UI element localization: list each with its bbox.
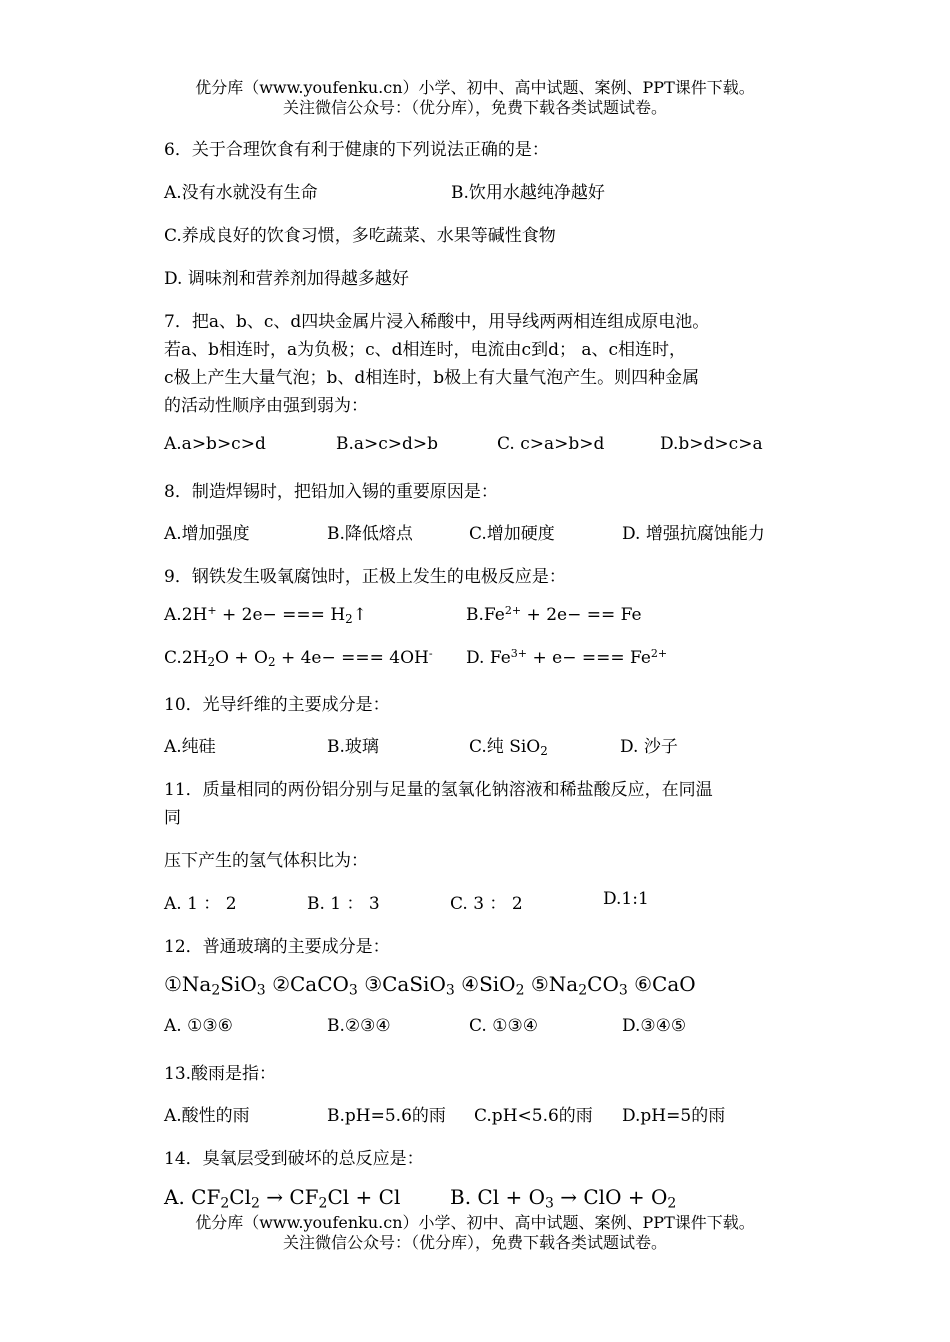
question-6-stem: 6．关于合理饮食有利于健康的下列说法正确的是： (164, 140, 549, 160)
q9-d-sup-2: 2+ (650, 646, 668, 660)
q14-a-text-3: → CF (259, 1185, 319, 1209)
q12-item-4-sub: 2 (515, 982, 525, 999)
question-11-line-1: 11．质量相同的两份铝分别与足量的氢氧化钠溶液和稀盐酸反应，在同温 (164, 780, 713, 800)
question-7-line-3: c极上产生大量气泡；b、d相连时，b极上有大量气泡产生。则四种金属 (164, 368, 700, 388)
question-14-stem: 14．臭氧层受到破坏的总反应是： (164, 1149, 424, 1169)
q9-c-sub-1: 2 (207, 654, 216, 669)
q11-option-c: C. 3 ： 2 (450, 894, 523, 914)
q14-a-sub-2: 2 (250, 1195, 260, 1212)
q9-a-sub-1: 2 (345, 611, 353, 626)
q9-d-prefix: D. (466, 648, 485, 668)
header-line-2: 关注微信公众号：（优分库），免费下载各类试题试卷。 (282, 98, 667, 117)
q14-a-text-4: Cl + Cl (327, 1185, 401, 1209)
q6-option-b: B.饮用水越纯净越好 (451, 183, 605, 203)
q12-item-5-text-2: CO (587, 972, 619, 996)
q8-option-a: A.增加强度 (164, 524, 250, 544)
q14-b-sub-1: 3 (544, 1195, 554, 1212)
q14-a-sub-1: 2 (220, 1195, 230, 1212)
q9-a-text-3: ↑ (352, 605, 367, 625)
q12-option-c: C. ①③④ (469, 1016, 538, 1036)
q12-item-1: ①Na (164, 972, 212, 996)
q14-b-text-1: B. Cl + O (450, 1185, 545, 1209)
q9-d-text-1: Fe (489, 648, 511, 668)
q13-option-c: C.pH<5.6的雨 (474, 1106, 593, 1126)
q12-item-4: ④SiO (461, 972, 516, 996)
q7-option-c: C. c>a>b>d (497, 434, 605, 454)
q11-option-a: A. 1 ： 2 (164, 894, 237, 914)
q9-a-text-2: + 2e− === H (216, 605, 346, 625)
q8-option-d: D. 增强抗腐蚀能力 (622, 524, 765, 544)
q12-item-6: ⑥CaO (634, 972, 696, 996)
footer-line-2: 关注微信公众号：（优分库），免费下载各类试题试卷。 (282, 1233, 667, 1252)
q12-item-2-sub: 3 (348, 982, 358, 999)
q12-item-1-text-2: SiO (220, 972, 257, 996)
q13-option-b: B.pH=5.6的雨 (327, 1106, 446, 1126)
q14-option-a (164, 1185, 401, 1212)
q9-a-sup-1: + (207, 603, 217, 617)
q9-d-sup-1: 3+ (510, 646, 528, 660)
question-7-line-2: 若a、b相连时，a为负极；c、d相连时，电流由c到d； a、c相连时， (164, 340, 687, 360)
q12-option-d: D.③④⑤ (622, 1016, 687, 1036)
q9-d-text-2: + e− === Fe (527, 648, 651, 668)
q10-option-b: B.玻璃 (327, 737, 379, 757)
question-9-stem: 9．钢铁发生吸氧腐蚀时，正极上发生的电极反应是： (164, 567, 566, 587)
q9-option-a (164, 605, 367, 625)
q9-c-text-3: + 4e− === 4OH (275, 648, 429, 668)
q12-item-2: ②CaCO (272, 972, 349, 996)
q9-c-sub-2: 2 (267, 654, 276, 669)
question-8-stem: 8．制造焊锡时，把铅加入锡的重要原因是： (164, 482, 498, 502)
q12-component-list (164, 972, 696, 999)
q10-c-text-2: SiO (509, 737, 541, 757)
question-12-stem: 12．普通玻璃的主要成分是： (164, 937, 390, 957)
q9-option-c (164, 648, 433, 668)
q9-b-text-1: Fe (483, 605, 505, 625)
q14-a-text-1: A. CF (164, 1185, 221, 1209)
q8-option-c: C.增加硬度 (469, 524, 555, 544)
question-11-line-3: 压下产生的氢气体积比为： (164, 851, 368, 871)
q9-a-prefix: A. (164, 605, 182, 625)
q12-option-a: A. ①③⑥ (164, 1016, 233, 1036)
q12-item-5-sub-1: 2 (578, 982, 588, 999)
q13-option-a: A.酸性的雨 (164, 1106, 250, 1126)
q10-c-text-1: C.纯 (469, 737, 504, 757)
question-11-line-2: 同 (164, 808, 181, 828)
q9-a-text-1: 2H (181, 605, 208, 625)
q14-b-sub-2: 2 (667, 1195, 677, 1212)
q14-a-text-2: Cl (229, 1185, 251, 1209)
q6-option-c: C.养成良好的饮食习惯，多吃蔬菜、水果等碱性食物 (164, 226, 556, 246)
q12-item-1-sub-2: 3 (256, 982, 266, 999)
q14-b-text-2: → ClO + O (553, 1185, 668, 1209)
question-10-stem: 10．光导纤维的主要成分是： (164, 695, 390, 715)
q7-option-d: D.b>d>c>a (660, 434, 763, 454)
q11-option-b: B. 1 ： 3 (307, 894, 380, 914)
q12-item-5-sub-2: 3 (618, 982, 628, 999)
q9-c-text-2: O + O (215, 648, 268, 668)
q6-option-a: A.没有水就没有生命 (164, 183, 318, 203)
q9-c-text-1: 2H (181, 648, 208, 668)
q10-option-d: D. 沙子 (620, 737, 678, 757)
q9-b-sup-1: 2+ (504, 603, 522, 617)
header-line-1: 优分库（www.youfenku.cn）小学、初中、高中试题、案例、PPT课件下载。 (195, 78, 755, 97)
q12-item-3-sub: 3 (445, 982, 455, 999)
q12-item-5: ⑤Na (530, 972, 579, 996)
question-7-line-1: 7．把a、b、c、d四块金属片浸入稀酸中，用导线两两相连组成原电池。 (164, 312, 710, 332)
q13-option-d: D.pH=5的雨 (622, 1106, 726, 1126)
q7-option-b: B.a>c>d>b (336, 434, 439, 454)
q9-c-sup-1: - (428, 646, 433, 660)
q10-option-c (469, 732, 548, 757)
q12-option-b: B.②③④ (327, 1016, 391, 1036)
q9-c-prefix: C. (164, 648, 182, 668)
q11-option-d: D.1:1 (603, 889, 649, 909)
question-7-line-4: 的活动性顺序由强到弱为： (164, 396, 368, 416)
q8-option-b: B.降低熔点 (327, 524, 413, 544)
q14-a-sub-3: 2 (318, 1195, 328, 1212)
q9-option-d (466, 648, 667, 668)
q12-item-1-sub-1: 2 (211, 982, 221, 999)
q10-c-sub-1: 2 (540, 743, 548, 758)
q9-b-prefix: B. (466, 605, 484, 625)
footer-line-1: 优分库（www.youfenku.cn）小学、初中、高中试题、案例、PPT课件下载。 (195, 1213, 755, 1232)
question-13-stem: 13.酸雨是指： (164, 1064, 277, 1084)
q12-item-3: ③CaSiO (364, 972, 446, 996)
q14-option-b (450, 1185, 677, 1212)
q7-option-a: A.a>b>c>d (164, 434, 266, 454)
q9-option-b (466, 605, 642, 625)
q6-option-d: D. 调味剂和营养剂加得越多越好 (164, 269, 409, 289)
q9-b-text-2: + 2e− == Fe (521, 605, 642, 625)
q10-option-a: A.纯硅 (164, 737, 216, 757)
